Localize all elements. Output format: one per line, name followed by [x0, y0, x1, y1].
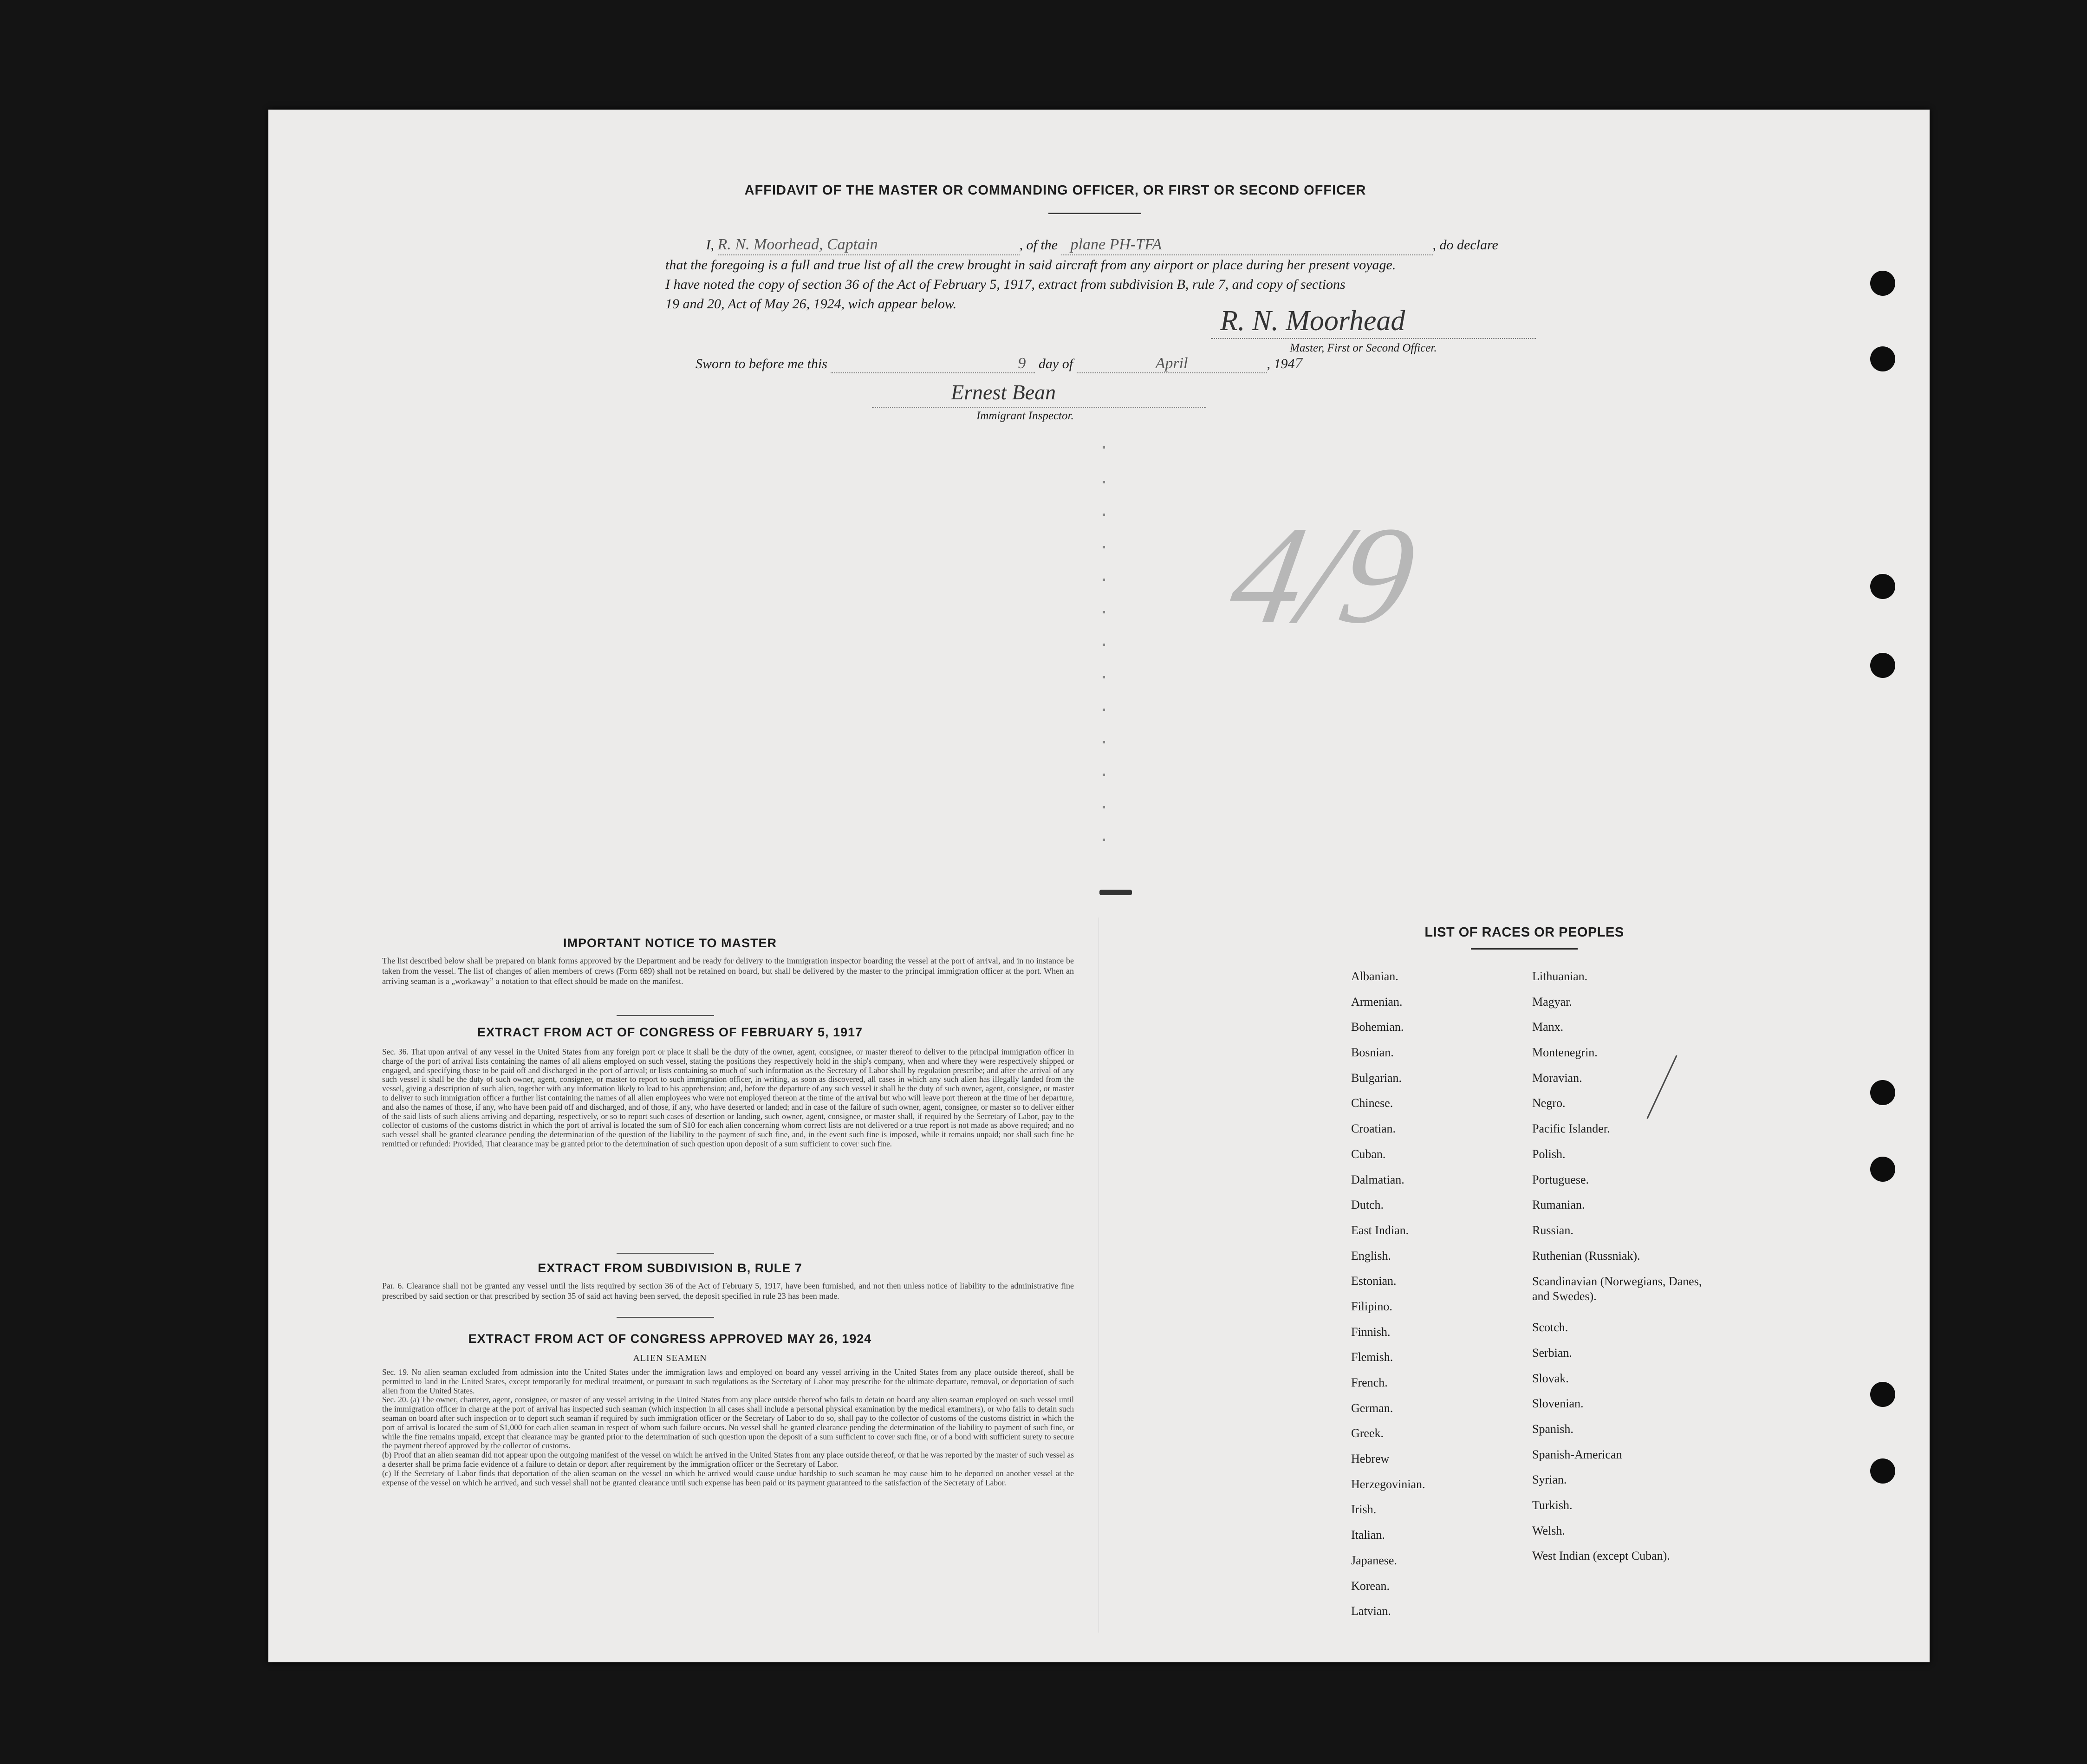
race-item: Slovenian. — [1532, 1397, 1584, 1411]
race-item: Polish. — [1532, 1147, 1566, 1161]
race-item: Latvian. — [1351, 1604, 1391, 1618]
race-item: Serbian. — [1532, 1346, 1572, 1360]
punch-hole — [1870, 653, 1895, 678]
race-item: Finnish. — [1351, 1325, 1391, 1339]
alien-seamen-subtitle: ALIEN SEAMEN — [633, 1353, 707, 1363]
affidavit-statement — [665, 235, 1798, 314]
notice-title: IMPORTANT NOTICE TO MASTER — [563, 936, 777, 950]
race-item: Armenian. — [1351, 995, 1403, 1009]
race-item: Ruthenian (Russniak). — [1532, 1249, 1640, 1263]
year-handwritten-digit: 7 — [1294, 355, 1303, 372]
subdivision-title: EXTRACT FROM SUBDIVISION B, RULE 7 — [538, 1261, 802, 1275]
fold-mark — [1103, 774, 1105, 776]
fold-mark — [1103, 579, 1105, 581]
section-rule — [617, 1317, 714, 1318]
race-item: Spanish. — [1532, 1422, 1573, 1436]
sec-20c-text: (c) If the Secretary of Labor finds that deportation of the alien seaman on the vessel on which he arrived would cause undue hardship to such seaman he may cause him to be deported on another vessel at the expense of the vessel on which he arrived, and such vessel shall not be granted clearance until such expense has been paid or its payment guaranteed to the satisfaction of the Secretary of Labor. — [382, 1468, 1074, 1487]
races-title: LIST OF RACES OR PEOPLES — [1424, 925, 1624, 940]
do-declare-text: , do declare — [1432, 237, 1498, 253]
race-item: Greek. — [1351, 1426, 1384, 1440]
race-item: Manx. — [1532, 1020, 1564, 1034]
affidavit-title: AFFIDAVIT OF THE MASTER OR COMMANDING OFFICER, OR FIRST OR SECOND OFFICER — [744, 183, 1366, 198]
sec-20a-text: Sec. 20. (a) The owner, charterer, agent, consignee, or master of any vessel arriving in the United States from any place outside thereof who fails to detain on board any alien seaman employed on such vessel until the immigration officer in charge at the port of arrival has inspected such seaman (which inspection in all cases shall include a personal physical examination by the medical examiners), or who fails to detain such seaman on board after such inspection or to deport such seaman if required by such immigration officer or the Secretary of Labor to do so, shall pay to the collector of customs of the customs district in which the port of arrival is located the sum of $1,000 for each alien seaman in respect of whom such failure occurs. No vessel shall be granted clearance pending the determination of the liability to payment of such fine, or while the fine remains unpaid, except that clearance may be granted prior to the determination of such question upon the deposit of a sum sufficient to cover such fine, or of a bond with sufficient surety to secure the payment thereof approved by the collector of customs. — [382, 1395, 1074, 1451]
race-item: Spanish-American — [1532, 1447, 1622, 1461]
notice-text: The list described below shall be prepared on blank forms approved by the Department and be ready for delivery to the immigration inspector boarding the vessel at the port of arrival, and in no instance be taken from the vessel. The list of changes of alien members of crews (Form 689) shall not be retained on board, but shall be delivered by the master to the principal immigration officer at the port. When an arriving seaman is a „workaway” a notation to that effect should be made on the manifest. — [382, 956, 1074, 986]
inspector-signature: Ernest Bean — [951, 380, 1056, 404]
race-item: Flemish. — [1351, 1350, 1393, 1364]
punch-hole — [1870, 1382, 1895, 1407]
race-item: Japanese. — [1351, 1553, 1397, 1567]
sec-20b-text: (b) Proof that an alien seaman did not appear upon the outgoing manifest of the vessel on which he arrived in the United States from any place outside thereof, or that he was reported by the master of such vessel as a deserter shall be prima facie evidence of a failure to detain or deport after requirement by the immigration officer or the Secretary of Labor. — [382, 1450, 1074, 1469]
of-the-text: , of the — [1019, 237, 1058, 253]
fold-mark — [1103, 806, 1105, 808]
extract-1917-title: EXTRACT FROM ACT OF CONGRESS OF FEBRUARY 5, 1917 — [477, 1025, 863, 1039]
race-item: Dalmatian. — [1351, 1172, 1404, 1186]
affidavit-form — [268, 110, 1930, 1662]
races-column-1 — [1351, 970, 1518, 1630]
race-item: Scandinavian (Norwegians, Danes, and Swedes). — [1532, 1275, 1702, 1303]
race-item: Montenegrin. — [1532, 1046, 1598, 1060]
race-item: English. — [1351, 1249, 1391, 1263]
race-item: East Indian. — [1351, 1223, 1409, 1237]
title-rule — [1048, 213, 1141, 214]
year-text: , 194 — [1267, 356, 1295, 371]
declaration-line-4: 19 and 20, Act of May 26, 1924, wich appear below. — [665, 296, 957, 312]
fold-mark — [1103, 676, 1105, 678]
punch-hole — [1870, 1157, 1895, 1182]
race-item: Russian. — [1532, 1223, 1573, 1237]
race-item: Bosnian. — [1351, 1046, 1394, 1060]
fold-mark — [1103, 446, 1105, 449]
race-item: Welsh. — [1532, 1523, 1565, 1537]
race-item: Hebrew — [1351, 1452, 1390, 1466]
extract-1924-text — [382, 1368, 1074, 1487]
race-item: Dutch. — [1351, 1198, 1384, 1212]
race-item: West Indian (except Cuban). — [1532, 1549, 1670, 1563]
inspector-caption: Immigrant Inspector. — [976, 410, 1074, 422]
race-item: Rumanian. — [1532, 1198, 1585, 1212]
race-item: Moravian. — [1532, 1071, 1582, 1085]
race-item: Bulgarian. — [1351, 1071, 1402, 1085]
vessel-name-handwritten: plane PH-TFA — [1061, 235, 1433, 255]
race-item: Chinese. — [1351, 1096, 1393, 1110]
fold-mark — [1103, 611, 1105, 613]
race-item: French. — [1351, 1376, 1388, 1389]
race-item: Negro. — [1532, 1096, 1566, 1110]
race-item: Albanian. — [1351, 970, 1398, 983]
races-title-rule — [1471, 948, 1578, 950]
punch-hole — [1870, 574, 1895, 599]
fold-mark — [1103, 741, 1105, 743]
punch-hole — [1870, 346, 1895, 371]
day-of-text: day of — [1038, 356, 1073, 371]
punch-hole — [1870, 1080, 1895, 1105]
race-item: Filipino. — [1351, 1299, 1392, 1313]
race-item: Estonian. — [1351, 1274, 1397, 1288]
section-rule — [617, 1015, 714, 1016]
race-item: German. — [1351, 1401, 1393, 1415]
fold-mark — [1103, 644, 1105, 646]
race-item: Scotch. — [1532, 1321, 1568, 1334]
master-caption: Master, First or Second Officer. — [1290, 342, 1437, 354]
pencil-note: 4/9 — [1220, 498, 1426, 652]
race-item: Bohemian. — [1351, 1020, 1404, 1034]
ink-smudge — [1099, 890, 1132, 895]
sec-19-text: Sec. 19. No alien seaman excluded from admission into the United States under the immigration laws and employed on board any vessel arriving in the United States from any place outside thereof, shall be permitted to land in the United States, except temporarily for medical treatment, or pursuant to such regulations as the Secretary of Labor may prescribe for the ultimate departure, removal, or deportation of such alien from the United States. — [382, 1367, 1074, 1395]
race-item: Slovak. — [1532, 1371, 1569, 1385]
master-name-handwritten: R. N. Moorhead, Captain — [718, 235, 1020, 255]
declaration-line-2: that the foregoing is a full and true list of all the crew brought in said aircraft from any airport or place during her present voyage. — [665, 257, 1396, 273]
declarant-prefix: I, — [706, 237, 714, 253]
fold-mark — [1103, 481, 1105, 483]
subdivision-text: Par. 6. Clearance shall not be granted any vessel until the lists required by section 36 of the Act of February 5, 1917, have been furnished, and not then unless notice of liability to the administrative fine prescribed by said section or that prescribed by section 35 of said act having been served, the deposit specified in rule 23 has been made. — [382, 1281, 1074, 1301]
fold-mark — [1103, 514, 1105, 516]
sworn-month-handwritten: April — [1077, 355, 1267, 373]
race-item: Pacific Islander. — [1532, 1122, 1610, 1136]
race-item: Cuban. — [1351, 1147, 1386, 1161]
race-item: Turkish. — [1532, 1498, 1573, 1512]
fold-mark — [1103, 546, 1105, 548]
punch-hole — [1870, 1458, 1895, 1484]
section-rule — [617, 1253, 714, 1254]
master-signature: R. N. Moorhead — [1220, 305, 1405, 337]
extract-1924-title: EXTRACT FROM ACT OF CONGRESS APPROVED MAY 26, 1924 — [468, 1332, 872, 1346]
sworn-text: Sworn to before me this — [696, 356, 827, 371]
race-item: Herzegovinian. — [1351, 1477, 1425, 1491]
race-item: Irish. — [1351, 1503, 1377, 1517]
race-item: Syrian. — [1532, 1473, 1567, 1487]
master-signature-line — [1211, 338, 1536, 339]
races-column-2 — [1532, 970, 1764, 1575]
race-item: Lithuanian. — [1532, 970, 1588, 983]
fold-mark — [1103, 839, 1105, 841]
punch-hole — [1870, 271, 1895, 296]
race-item: Italian. — [1351, 1528, 1385, 1542]
sworn-line — [696, 355, 1303, 373]
extract-1917-text: Sec. 36. That upon arrival of any vessel in the United States from any foreign port or place it shall be the duty of the owner, agent, consignee, or master thereof to deliver to the principal immigration officer in charge of the port of arrival lists containing the names of all aliens employed on such vessel, stating the positions they respectively hold in the ship's company, when and where they were respectively shipped or engaged, and specifying those to be paid off and discharged in the port of arrival; or lists containing so much of such information as the Secretary of Labor shall by regulation prescribe; and after the arrival of any such vessel it shall be the duty of such owner, agent, consignee, or master to report to such immigration officer, in writing, as soon as discovered, all cases in which any such alien has illegally landed from the vessel, giving a description of such alien, together with any information likely to lead to his apprehension; and, before the departure of any such vessel it shall be the duty of such owner, agent, consignee, or master to deliver to such immigration officer a further list containing the names of all alien employees who were not employed thereon at the time of the arrival but who will leave port thereon at the time of her departure, and also the names of those, if any, who have been paid off and discharged, and of those, if any, who have deserted or landed; and in case of the failure of such owner, agent, consignee, or master so to deliver either of the said lists of such aliens arriving and departing, respectively, or so to report such cases of desertion or landing, such owner, agent, consignee, or master shall, if required by the Secretary of Labor, pay to the collector of customs of the customs district in which the port of arrival is located the sum of $10 for each alien concerning whom correct lists are not delivered or a true report is not made as above required; and no such vessel shall be granted clearance pending the determination of the question of the liability to the payment of such fine, and, in the event such fine is imposed, while it remains unpaid; nor shall such fine be remitted or refunded: Provided, That clearance may be granted prior to the determination of such question upon deposit of a sum sufficient to cover such fine. — [382, 1047, 1074, 1148]
race-item: Portuguese. — [1532, 1172, 1589, 1186]
sworn-day-handwritten: 9 — [831, 355, 1035, 373]
race-item: Croatian. — [1351, 1122, 1396, 1136]
race-item: Korean. — [1351, 1579, 1390, 1593]
fold-mark — [1103, 709, 1105, 711]
declaration-line-3: I have noted the copy of section 36 of the Act of February 5, 1917, extract from subdivision B, rule 7, and copy of sections — [665, 277, 1346, 292]
inspector-signature-line — [872, 407, 1206, 408]
race-item: Magyar. — [1532, 995, 1572, 1009]
